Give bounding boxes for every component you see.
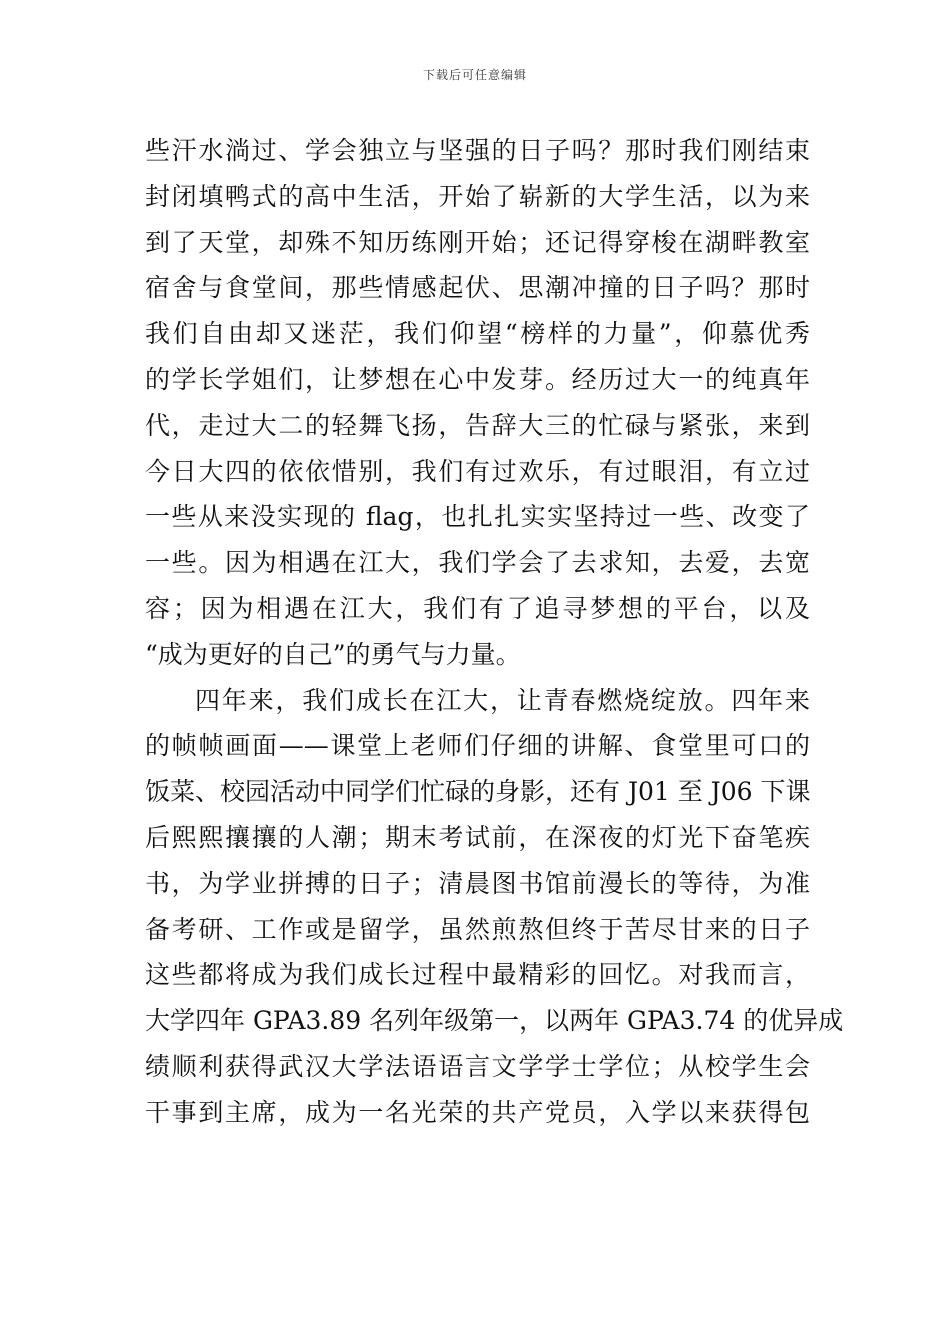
text-line: 饭菜、校园活动中同学们忙碌的身影，还有 J01 至 J06 下课	[145, 777, 811, 807]
text-line: 的帧帧画面——课堂上老师们仔细的讲解、食堂里可口的	[145, 731, 810, 761]
text-line: 大学四年 GPA3.89 名列年级第一，以两年 GPA3.74 的优异成	[145, 1006, 844, 1036]
text-line: 备考研、工作或是留学，虽然煎熬但终于苦尽甘来的日子	[145, 914, 810, 944]
text-line: 干事到主席，成为一名光荣的共产党员，入学以来获得包	[145, 1097, 810, 1127]
text-line: 些汗水淌过、学会独立与坚强的日子吗？那时我们刚结束	[145, 136, 810, 165]
text-line: 的学长学姐们，让梦想在心中发芽。经历过大一的纯真年	[145, 364, 810, 394]
header-note: 下载后可任意编辑	[422, 68, 527, 82]
body-text	[145, 128, 844, 1136]
text-line: 这些都将成为我们成长过程中最精彩的回忆。对我而言，	[145, 960, 810, 990]
text-line: 到了天堂，却殊不知历练刚开始；还记得穿梭在湖畔教室	[145, 227, 810, 257]
text-line: 绩顺利获得武汉大学法语语言文学学士学位；从校学生会	[145, 1051, 810, 1081]
text-line: 书，为学业拼搏的日子；清晨图书馆前漫长的等待，为准	[145, 868, 810, 898]
text-line: 后熙熙攘攘的人潮；期末考试前，在深夜的灯光下奋笔疾	[145, 822, 810, 852]
text-line: 代，走过大二的轻舞飞扬，告辞大三的忙碌与紧张，来到	[145, 410, 810, 440]
text-line: 今日大四的依依惜别，我们有过欢乐，有过眼泪，有立过	[145, 456, 810, 486]
text-line: “成为更好的自己”的勇气与力量。	[145, 639, 521, 669]
text-line: 我们自由却又迷茫，我们仰望“榜样的力量”，仰慕优秀	[145, 319, 810, 349]
text-line: 一些。因为相遇在江大，我们学会了去求知，去爱，去宽	[145, 548, 810, 578]
text-line: 容；因为相遇在江大，我们有了追寻梦想的平台，以及	[145, 593, 810, 623]
text-line: 一些从来没实现的 flag，也扎扎实实坚持过一些、改变了	[145, 502, 810, 532]
text-line: 四年来，我们成长在江大，让青春燃烧绽放。四年来	[195, 685, 810, 715]
text-line: 封闭填鸭式的高中生活，开始了崭新的大学生活，以为来	[145, 181, 810, 211]
text-line: 宿舍与食堂间，那些情感起伏、思潮冲撞的日子吗？那时	[145, 273, 810, 303]
